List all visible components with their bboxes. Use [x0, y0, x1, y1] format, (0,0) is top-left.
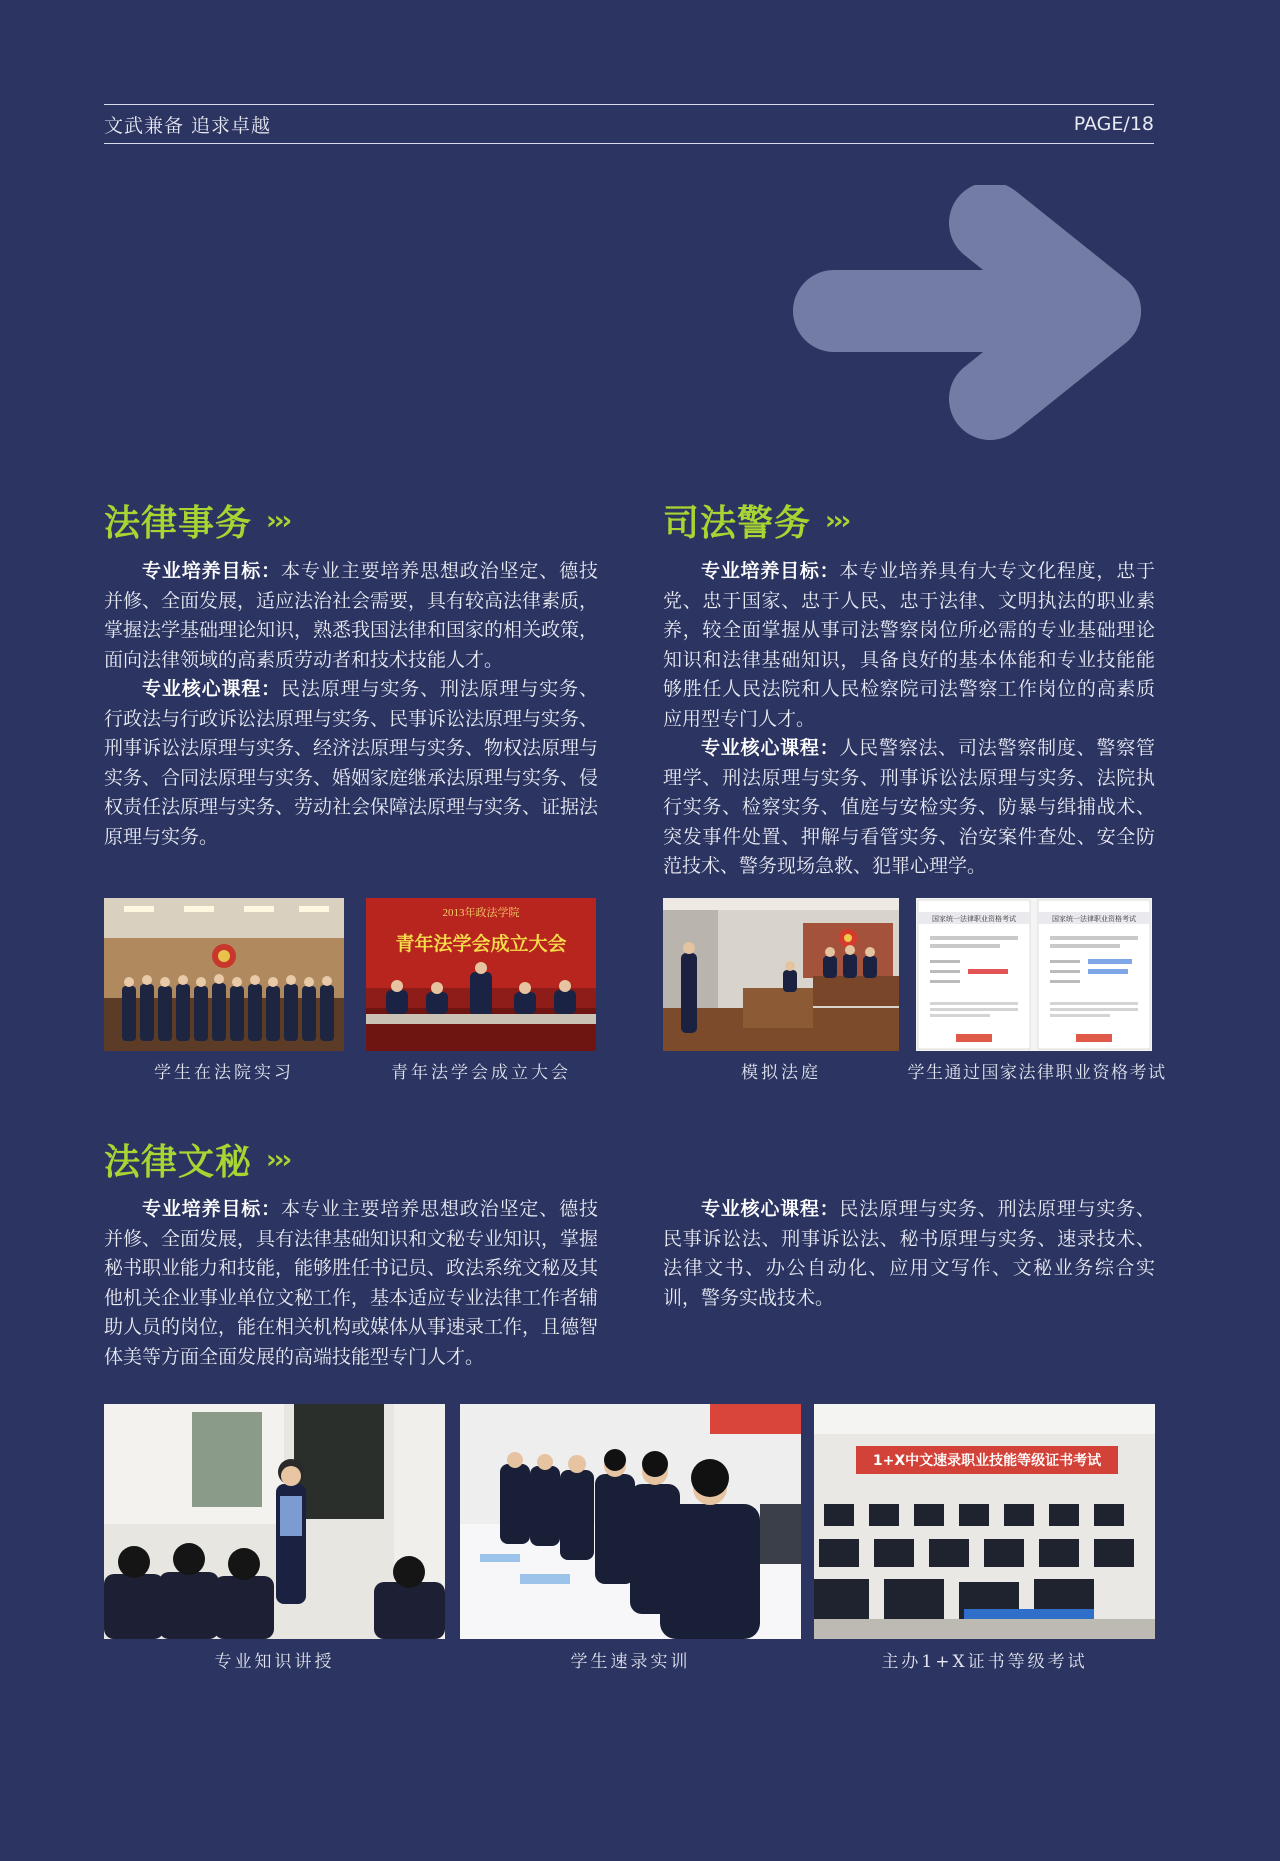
course-text: 民法原理与实务、刑法原理与实务、民事诉讼法、刑事诉讼法、秘书原理与实务、速录技术、法律文书、办公自动化、应用文写作、文秘业务综合实训，警务实战技术。	[663, 1198, 1155, 1309]
doc-header-left: 国家统一法律职业资格考试	[932, 915, 1016, 923]
page-header	[104, 104, 1154, 144]
section-title-legal-secretary	[104, 1134, 289, 1185]
course-paragraph	[663, 1195, 1155, 1313]
photo-exam-certificates	[916, 898, 1152, 1051]
photo-stenography-training	[460, 1404, 801, 1639]
caption-court-internship: 学生在法院实习	[154, 1063, 294, 1083]
caption-exam-certificates: 学生通过国家法律职业资格考试	[907, 1063, 1167, 1083]
chevrons-icon: ›››	[266, 505, 290, 536]
goal-text: 本专业主要培养思想政治坚定、德技并修、全面发展，适应法治社会需要，具有较高法律素质，掌握法学基础理论知识，熟悉我国法律和国家的相关政策，面向法律领域的高素质劳动者和技术技能人才。	[104, 560, 599, 671]
course-label: 专业核心课程：	[701, 737, 840, 759]
goal-paragraph	[104, 557, 598, 675]
course-paragraph	[663, 734, 1155, 882]
doc-header-right: 国家统一法律职业资格考试	[1052, 915, 1136, 923]
course-paragraph	[104, 675, 598, 852]
legal-secretary-courses	[663, 1195, 1155, 1313]
caption-law-society-meeting: 青年法学会成立大会	[391, 1063, 571, 1083]
photo-lecture	[104, 1404, 445, 1639]
course-text: 人民警察法、司法警察制度、警察管理学、刑法原理与实务、刑事诉讼法原理与实务、法院执行实务、检察实务、值庭与安检实务、防暴与缉捕战术、突发事件处置、押解与看管实务、治安案件查处、安全防范技术、警务现场急救、犯罪心理学。	[663, 737, 1155, 877]
judicial-police-description	[663, 557, 1155, 882]
section-title-legal-affairs	[104, 495, 289, 546]
section-title-text: 法律事务	[104, 503, 253, 544]
goal-label: 专业培养目标：	[701, 560, 840, 582]
legal-affairs-description	[104, 557, 598, 852]
course-text: 民法原理与实务、刑法原理与实务、行政法与行政诉讼法原理与实务、民事诉讼法原理与实务、刑事诉讼法原理与实务、经济法原理与实务、物权法原理与实务、合同法原理与实务、婚姻家庭继承法原理与实务、侵权责任法原理与实务、劳动社会保障法原理与实务、证据法原理与实务。	[104, 678, 599, 848]
exam-banner-text: 1+X中文速录职业技能等级证书考试	[872, 1453, 1102, 1469]
photo-law-society-meeting	[366, 898, 596, 1051]
banner-text: 青年法学会成立大会	[395, 933, 567, 955]
banner-top-text: 2013年政法学院	[442, 907, 520, 919]
photo-certificate-exam	[814, 1404, 1155, 1639]
course-label: 专业核心课程：	[142, 678, 282, 700]
photo-mock-court	[663, 898, 899, 1051]
chevrons-icon: ›››	[825, 505, 849, 536]
section-title-text: 法律文秘	[104, 1142, 253, 1183]
section-title-judicial-police	[663, 495, 848, 546]
page-number: PAGE/18	[1073, 113, 1154, 135]
goal-text: 本专业培养具有大专文化程度，忠于党、忠于国家、忠于人民、忠于法律、文明执法的职业素养，较全面掌握从事司法警察岗位所必需的专业基础理论知识和法律基础知识，具备良好的基本体能和专业技能能够胜任人民法院和人民检察院司法警察工作岗位的高素质应用型专门人才。	[663, 560, 1155, 730]
goal-label: 专业培养目标：	[142, 560, 282, 582]
caption-stenography-training: 学生速录实训	[570, 1652, 691, 1672]
goal-paragraph	[104, 1195, 598, 1372]
caption-certificate-exam: 主办1+X证书等级考试	[881, 1652, 1088, 1672]
right-arrow-icon	[790, 185, 1160, 450]
caption-lecture: 专业知识讲授	[214, 1652, 335, 1672]
course-label: 专业核心课程：	[701, 1198, 840, 1220]
goal-label: 专业培养目标：	[142, 1198, 282, 1220]
photo-court-internship	[104, 898, 344, 1051]
goal-paragraph	[663, 557, 1155, 734]
caption-mock-court: 模拟法庭	[741, 1063, 821, 1083]
chevrons-icon: ›››	[266, 1144, 290, 1175]
slogan: 文武兼备 追求卓越	[104, 114, 272, 137]
section-title-text: 司法警务	[663, 503, 812, 544]
goal-text: 本专业主要培养思想政治坚定、德技并修、全面发展，具有法律基础知识和文秘专业知识，掌握秘书职业能力和技能，能够胜任书记员、政法系统文秘及其他机关企业事业单位文秘工作，基本适应专业法律工作者辅助人员的岗位，能在相关机构或媒体从事速录工作，且德智体美等方面全面发展的高端技能型专门人才。	[104, 1198, 599, 1368]
legal-secretary-goal	[104, 1195, 598, 1372]
